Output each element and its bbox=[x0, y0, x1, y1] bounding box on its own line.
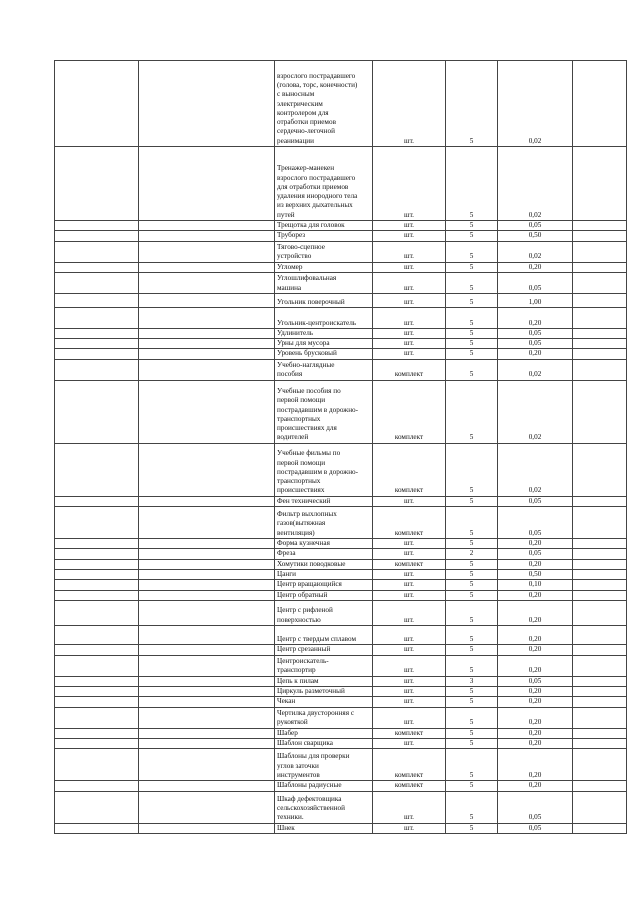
row-number-cell bbox=[55, 655, 139, 676]
coefficient-cell: 0,02 bbox=[498, 359, 573, 380]
row-number-cell bbox=[55, 380, 139, 443]
unit-cell: шт. bbox=[373, 687, 446, 697]
table-row bbox=[55, 580, 627, 590]
row-number-cell bbox=[55, 625, 139, 645]
item-name-cell: Урны для мусора bbox=[275, 339, 373, 349]
quantity-cell: 5 bbox=[446, 707, 498, 728]
table-row bbox=[55, 676, 627, 686]
unit-cell: шт. bbox=[373, 738, 446, 748]
coefficient-cell: 0,20 bbox=[498, 600, 573, 625]
row-blank-cell bbox=[573, 823, 627, 833]
table-row bbox=[55, 241, 627, 262]
item-name-cell: Уровень брусковый bbox=[275, 349, 373, 359]
row-blank-cell bbox=[139, 221, 275, 231]
quantity-cell: 5 bbox=[446, 728, 498, 738]
unit-cell: шт. bbox=[373, 61, 446, 147]
row-blank-cell bbox=[573, 791, 627, 823]
item-name-cell: Угольник поверочный bbox=[275, 293, 373, 307]
equipment-table-page bbox=[54, 60, 626, 834]
unit-cell: шт. bbox=[373, 293, 446, 307]
quantity-cell: 5 bbox=[446, 687, 498, 697]
row-number-cell bbox=[55, 549, 139, 559]
row-number-cell bbox=[55, 738, 139, 748]
row-blank-cell bbox=[573, 539, 627, 549]
item-name-cell: Чекан bbox=[275, 697, 373, 707]
table-row bbox=[55, 559, 627, 569]
coefficient-cell: 0,10 bbox=[498, 580, 573, 590]
row-number-cell bbox=[55, 590, 139, 600]
row-blank-cell bbox=[573, 507, 627, 539]
quantity-cell: 5 bbox=[446, 823, 498, 833]
row-number-cell bbox=[55, 359, 139, 380]
row-number-cell bbox=[55, 580, 139, 590]
coefficient-cell: 0,20 bbox=[498, 728, 573, 738]
row-number-cell bbox=[55, 707, 139, 728]
row-number-cell bbox=[55, 697, 139, 707]
coefficient-cell: 0,05 bbox=[498, 823, 573, 833]
row-blank-cell bbox=[139, 580, 275, 590]
row-number-cell bbox=[55, 791, 139, 823]
item-name-cell: взрослого пострадавшего (голова, торс, конечности) с выносным электрическим контролером для отработки приемов сердечно-легочной реанимации bbox=[275, 61, 373, 147]
row-number-cell bbox=[55, 221, 139, 231]
quantity-cell: 5 bbox=[446, 380, 498, 443]
quantity-cell: 3 bbox=[446, 676, 498, 686]
coefficient-cell: 0,02 bbox=[498, 241, 573, 262]
quantity-cell: 5 bbox=[446, 61, 498, 147]
row-number-cell bbox=[55, 339, 139, 349]
quantity-cell: 5 bbox=[446, 738, 498, 748]
coefficient-cell: 0,20 bbox=[498, 625, 573, 645]
coefficient-cell: 0,05 bbox=[498, 549, 573, 559]
row-blank-cell bbox=[573, 707, 627, 728]
row-blank-cell bbox=[139, 507, 275, 539]
quantity-cell: 5 bbox=[446, 443, 498, 496]
coefficient-cell: 0,05 bbox=[498, 339, 573, 349]
quantity-cell: 5 bbox=[446, 147, 498, 221]
quantity-cell: 5 bbox=[446, 697, 498, 707]
row-number-cell bbox=[55, 496, 139, 506]
unit-cell: шт. bbox=[373, 791, 446, 823]
item-name-cell: Фреза bbox=[275, 549, 373, 559]
quantity-cell: 5 bbox=[446, 272, 498, 293]
unit-cell: шт. bbox=[373, 339, 446, 349]
coefficient-cell: 0,20 bbox=[498, 781, 573, 791]
row-number-cell bbox=[55, 147, 139, 221]
unit-cell: шт. bbox=[373, 147, 446, 221]
table-row bbox=[55, 307, 627, 328]
unit-cell: шт. bbox=[373, 539, 446, 549]
unit-cell: комплект bbox=[373, 443, 446, 496]
unit-cell: шт. bbox=[373, 697, 446, 707]
unit-cell: шт. bbox=[373, 221, 446, 231]
table-row bbox=[55, 349, 627, 359]
item-name-cell: Труборез bbox=[275, 231, 373, 241]
row-blank-cell bbox=[573, 328, 627, 338]
coefficient-cell: 0,20 bbox=[498, 655, 573, 676]
item-name-cell: Центр с рифленой поверхностью bbox=[275, 600, 373, 625]
unit-cell: комплект bbox=[373, 359, 446, 380]
row-blank-cell bbox=[573, 380, 627, 443]
table-row bbox=[55, 655, 627, 676]
equipment-table bbox=[54, 60, 627, 834]
row-blank-cell bbox=[139, 262, 275, 272]
unit-cell: комплект bbox=[373, 559, 446, 569]
table-row bbox=[55, 328, 627, 338]
item-name-cell: Трещотка для головок bbox=[275, 221, 373, 231]
coefficient-cell: 0,05 bbox=[498, 221, 573, 231]
row-blank-cell bbox=[139, 749, 275, 781]
row-blank-cell bbox=[573, 625, 627, 645]
row-number-cell bbox=[55, 61, 139, 147]
quantity-cell: 5 bbox=[446, 559, 498, 569]
row-blank-cell bbox=[139, 645, 275, 655]
coefficient-cell: 0,20 bbox=[498, 262, 573, 272]
unit-cell: шт. bbox=[373, 231, 446, 241]
item-name-cell: Чертилка двусторонняя с рукояткой bbox=[275, 707, 373, 728]
table-row bbox=[55, 569, 627, 579]
item-name-cell: Угольник-центроискатель bbox=[275, 307, 373, 328]
row-number-cell bbox=[55, 293, 139, 307]
coefficient-cell: 0,20 bbox=[498, 307, 573, 328]
table-row bbox=[55, 61, 627, 147]
row-number-cell bbox=[55, 272, 139, 293]
row-blank-cell bbox=[139, 791, 275, 823]
unit-cell: шт. bbox=[373, 707, 446, 728]
row-blank-cell bbox=[139, 738, 275, 748]
row-blank-cell bbox=[139, 781, 275, 791]
unit-cell: шт. bbox=[373, 262, 446, 272]
item-name-cell: Шаблон сварщика bbox=[275, 738, 373, 748]
item-name-cell: Фен технический bbox=[275, 496, 373, 506]
row-blank-cell bbox=[139, 339, 275, 349]
row-blank-cell bbox=[573, 241, 627, 262]
quantity-cell: 5 bbox=[446, 580, 498, 590]
coefficient-cell: 0,05 bbox=[498, 676, 573, 686]
item-name-cell: Шаблоны для проверки углов заточки инструментов bbox=[275, 749, 373, 781]
row-blank-cell bbox=[139, 655, 275, 676]
row-blank-cell bbox=[139, 539, 275, 549]
row-blank-cell bbox=[139, 600, 275, 625]
row-blank-cell bbox=[139, 676, 275, 686]
row-blank-cell bbox=[573, 231, 627, 241]
unit-cell: шт. bbox=[373, 580, 446, 590]
coefficient-cell: 0,05 bbox=[498, 507, 573, 539]
coefficient-cell: 0,02 bbox=[498, 443, 573, 496]
row-blank-cell bbox=[573, 147, 627, 221]
quantity-cell: 5 bbox=[446, 339, 498, 349]
row-blank-cell bbox=[573, 262, 627, 272]
row-blank-cell bbox=[573, 697, 627, 707]
table-row bbox=[55, 293, 627, 307]
quantity-cell: 5 bbox=[446, 569, 498, 579]
row-blank-cell bbox=[139, 569, 275, 579]
row-blank-cell bbox=[573, 645, 627, 655]
quantity-cell: 5 bbox=[446, 655, 498, 676]
row-number-cell bbox=[55, 241, 139, 262]
item-name-cell: Цанги bbox=[275, 569, 373, 579]
row-number-cell bbox=[55, 645, 139, 655]
table-row bbox=[55, 823, 627, 833]
row-blank-cell bbox=[573, 359, 627, 380]
quantity-cell: 5 bbox=[446, 590, 498, 600]
coefficient-cell: 0,20 bbox=[498, 590, 573, 600]
quantity-cell: 5 bbox=[446, 231, 498, 241]
item-name-cell: Фильтр выхлопных газов(вытяжная вентиляция) bbox=[275, 507, 373, 539]
row-blank-cell bbox=[573, 349, 627, 359]
table-row bbox=[55, 749, 627, 781]
item-name-cell: Угломер bbox=[275, 262, 373, 272]
row-number-cell bbox=[55, 443, 139, 496]
row-number-cell bbox=[55, 749, 139, 781]
table-row bbox=[55, 645, 627, 655]
row-number-cell bbox=[55, 600, 139, 625]
row-number-cell bbox=[55, 823, 139, 833]
row-blank-cell bbox=[573, 569, 627, 579]
row-blank-cell bbox=[139, 707, 275, 728]
item-name-cell: Центр обратный bbox=[275, 590, 373, 600]
row-number-cell bbox=[55, 781, 139, 791]
row-number-cell bbox=[55, 231, 139, 241]
quantity-cell: 5 bbox=[446, 496, 498, 506]
row-blank-cell bbox=[573, 687, 627, 697]
table-row bbox=[55, 359, 627, 380]
coefficient-cell: 0,05 bbox=[498, 496, 573, 506]
table-row bbox=[55, 697, 627, 707]
row-number-cell bbox=[55, 569, 139, 579]
item-name-cell: Центр срезанный bbox=[275, 645, 373, 655]
row-number-cell bbox=[55, 676, 139, 686]
item-name-cell: Шнек bbox=[275, 823, 373, 833]
row-blank-cell bbox=[573, 749, 627, 781]
item-name-cell: Учебно-наглядные пособия bbox=[275, 359, 373, 380]
unit-cell: шт. bbox=[373, 272, 446, 293]
item-name-cell: Центроискатель- транспортир bbox=[275, 655, 373, 676]
table-row bbox=[55, 707, 627, 728]
table-row bbox=[55, 231, 627, 241]
row-blank-cell bbox=[573, 559, 627, 569]
coefficient-cell: 0,20 bbox=[498, 749, 573, 781]
table-row bbox=[55, 262, 627, 272]
table-row bbox=[55, 781, 627, 791]
row-blank-cell bbox=[573, 590, 627, 600]
table-row bbox=[55, 625, 627, 645]
item-name-cell: Цепь к пилам bbox=[275, 676, 373, 686]
quantity-cell: 5 bbox=[446, 507, 498, 539]
row-blank-cell bbox=[573, 496, 627, 506]
row-blank-cell bbox=[139, 625, 275, 645]
row-blank-cell bbox=[139, 61, 275, 147]
coefficient-cell: 0,50 bbox=[498, 569, 573, 579]
coefficient-cell: 0,20 bbox=[498, 687, 573, 697]
row-blank-cell bbox=[139, 293, 275, 307]
table-row bbox=[55, 738, 627, 748]
row-blank-cell bbox=[139, 241, 275, 262]
unit-cell: шт. bbox=[373, 549, 446, 559]
quantity-cell: 5 bbox=[446, 328, 498, 338]
item-name-cell: Центр с твердым сплавом bbox=[275, 625, 373, 645]
row-blank-cell bbox=[139, 272, 275, 293]
row-blank-cell bbox=[573, 600, 627, 625]
table-row bbox=[55, 728, 627, 738]
row-blank-cell bbox=[573, 443, 627, 496]
table-row bbox=[55, 539, 627, 549]
item-name-cell: Шаблоны радиусные bbox=[275, 781, 373, 791]
row-blank-cell bbox=[139, 496, 275, 506]
row-blank-cell bbox=[573, 781, 627, 791]
item-name-cell: Учебные пособия по первой помощи пострадавшим в дорожно- транспортных происшествиях для водителей bbox=[275, 380, 373, 443]
item-name-cell: Хомутики поводковые bbox=[275, 559, 373, 569]
item-name-cell: Тренажер-манекен взрослого пострадавшего для отработки приемов удаления инородного тела из верхних дыхательных путей bbox=[275, 147, 373, 221]
coefficient-cell: 0,20 bbox=[498, 349, 573, 359]
coefficient-cell: 0,20 bbox=[498, 697, 573, 707]
quantity-cell: 5 bbox=[446, 781, 498, 791]
coefficient-cell: 0,20 bbox=[498, 539, 573, 549]
row-number-cell bbox=[55, 307, 139, 328]
item-name-cell: Шкаф дефектовщика сельскохозяйственной техники. bbox=[275, 791, 373, 823]
unit-cell: шт. bbox=[373, 307, 446, 328]
table-row bbox=[55, 272, 627, 293]
quantity-cell: 5 bbox=[446, 600, 498, 625]
row-blank-cell bbox=[139, 549, 275, 559]
coefficient-cell: 0,05 bbox=[498, 328, 573, 338]
quantity-cell: 5 bbox=[446, 791, 498, 823]
item-name-cell: Удлинитель bbox=[275, 328, 373, 338]
unit-cell: шт. bbox=[373, 349, 446, 359]
row-blank-cell bbox=[573, 580, 627, 590]
coefficient-cell: 0,02 bbox=[498, 147, 573, 221]
item-name-cell: Тягово-сцепное устройство bbox=[275, 241, 373, 262]
coefficient-cell: 0,20 bbox=[498, 559, 573, 569]
coefficient-cell: 0,05 bbox=[498, 272, 573, 293]
unit-cell: комплект bbox=[373, 749, 446, 781]
coefficient-cell: 1,00 bbox=[498, 293, 573, 307]
unit-cell: комплект bbox=[373, 728, 446, 738]
row-blank-cell bbox=[573, 293, 627, 307]
table-row bbox=[55, 600, 627, 625]
row-blank-cell bbox=[139, 443, 275, 496]
table-row bbox=[55, 590, 627, 600]
row-blank-cell bbox=[573, 549, 627, 559]
quantity-cell: 5 bbox=[446, 262, 498, 272]
row-blank-cell bbox=[139, 231, 275, 241]
table-row bbox=[55, 791, 627, 823]
table-row bbox=[55, 496, 627, 506]
table-body bbox=[55, 61, 627, 834]
row-number-cell bbox=[55, 262, 139, 272]
unit-cell: шт. bbox=[373, 600, 446, 625]
row-blank-cell bbox=[573, 728, 627, 738]
item-name-cell: Центр вращающийся bbox=[275, 580, 373, 590]
coefficient-cell: 0,20 bbox=[498, 645, 573, 655]
unit-cell: шт. bbox=[373, 645, 446, 655]
quantity-cell: 2 bbox=[446, 549, 498, 559]
row-blank-cell bbox=[139, 307, 275, 328]
unit-cell: комплект bbox=[373, 507, 446, 539]
unit-cell: шт. bbox=[373, 676, 446, 686]
row-blank-cell bbox=[573, 61, 627, 147]
unit-cell: шт. bbox=[373, 241, 446, 262]
table-row bbox=[55, 339, 627, 349]
row-blank-cell bbox=[139, 687, 275, 697]
quantity-cell: 5 bbox=[446, 307, 498, 328]
row-blank-cell bbox=[139, 590, 275, 600]
row-blank-cell bbox=[139, 697, 275, 707]
item-name-cell: Учебные фильмы по первой помощи пострадавшим в дорожно- транспортных происшествиях bbox=[275, 443, 373, 496]
row-blank-cell bbox=[139, 328, 275, 338]
row-blank-cell bbox=[573, 339, 627, 349]
row-blank-cell bbox=[573, 307, 627, 328]
unit-cell: шт. bbox=[373, 625, 446, 645]
quantity-cell: 5 bbox=[446, 625, 498, 645]
table-row bbox=[55, 380, 627, 443]
quantity-cell: 5 bbox=[446, 539, 498, 549]
row-blank-cell bbox=[139, 359, 275, 380]
unit-cell: шт. bbox=[373, 823, 446, 833]
unit-cell: шт. bbox=[373, 328, 446, 338]
table-row bbox=[55, 147, 627, 221]
table-row bbox=[55, 221, 627, 231]
unit-cell: шт. bbox=[373, 655, 446, 676]
table-row bbox=[55, 443, 627, 496]
unit-cell: шт. bbox=[373, 569, 446, 579]
item-name-cell: Форма кузнечная bbox=[275, 539, 373, 549]
row-blank-cell bbox=[139, 559, 275, 569]
row-number-cell bbox=[55, 349, 139, 359]
row-number-cell bbox=[55, 728, 139, 738]
row-blank-cell bbox=[139, 380, 275, 443]
row-blank-cell bbox=[139, 147, 275, 221]
row-number-cell bbox=[55, 559, 139, 569]
coefficient-cell: 0,50 bbox=[498, 231, 573, 241]
row-blank-cell bbox=[573, 272, 627, 293]
coefficient-cell: 0,20 bbox=[498, 707, 573, 728]
quantity-cell: 5 bbox=[446, 349, 498, 359]
row-blank-cell bbox=[573, 655, 627, 676]
unit-cell: комплект bbox=[373, 781, 446, 791]
item-name-cell: Шабер bbox=[275, 728, 373, 738]
row-number-cell bbox=[55, 539, 139, 549]
quantity-cell: 5 bbox=[446, 241, 498, 262]
quantity-cell: 5 bbox=[446, 749, 498, 781]
row-blank-cell bbox=[139, 728, 275, 738]
table-row bbox=[55, 549, 627, 559]
unit-cell: шт. bbox=[373, 496, 446, 506]
row-blank-cell bbox=[139, 823, 275, 833]
coefficient-cell: 0,02 bbox=[498, 380, 573, 443]
quantity-cell: 5 bbox=[446, 645, 498, 655]
item-name-cell: Циркуль разметочный bbox=[275, 687, 373, 697]
unit-cell: комплект bbox=[373, 380, 446, 443]
row-number-cell bbox=[55, 687, 139, 697]
table-row bbox=[55, 687, 627, 697]
coefficient-cell: 0,20 bbox=[498, 738, 573, 748]
row-number-cell bbox=[55, 507, 139, 539]
quantity-cell: 5 bbox=[446, 221, 498, 231]
table-row bbox=[55, 507, 627, 539]
row-blank-cell bbox=[573, 221, 627, 231]
row-blank-cell bbox=[573, 738, 627, 748]
coefficient-cell: 0,05 bbox=[498, 791, 573, 823]
coefficient-cell: 0,02 bbox=[498, 61, 573, 147]
quantity-cell: 5 bbox=[446, 293, 498, 307]
quantity-cell: 5 bbox=[446, 359, 498, 380]
row-blank-cell bbox=[139, 349, 275, 359]
item-name-cell: Углошлифовальная машина bbox=[275, 272, 373, 293]
row-number-cell bbox=[55, 328, 139, 338]
row-blank-cell bbox=[573, 676, 627, 686]
unit-cell: шт. bbox=[373, 590, 446, 600]
